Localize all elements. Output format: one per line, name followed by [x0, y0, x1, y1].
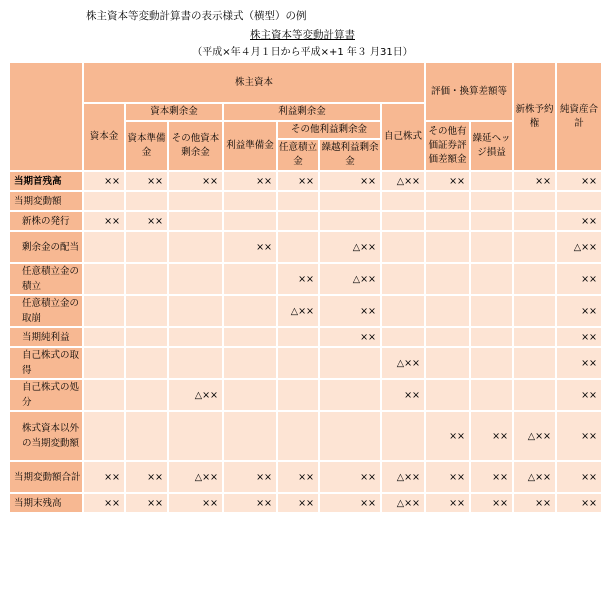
value-cell	[320, 212, 380, 230]
value-cell: ××	[320, 462, 380, 492]
value-cell	[278, 380, 318, 410]
value-cell: ××	[169, 172, 222, 190]
value-cell: ××	[169, 494, 222, 512]
value-cell: ××	[224, 462, 276, 492]
value-cell: ××	[278, 462, 318, 492]
header-capital-surplus: 資本剰余金	[126, 104, 222, 120]
value-cell	[126, 380, 167, 410]
value-cell	[320, 192, 380, 210]
value-cell: ××	[557, 296, 601, 326]
value-cell	[320, 412, 380, 460]
row-label: 任意積立金の積立	[10, 264, 82, 294]
value-cell	[426, 296, 469, 326]
value-cell	[84, 380, 124, 410]
value-cell	[169, 348, 222, 378]
value-cell	[514, 232, 555, 262]
value-cell: ××	[557, 462, 601, 492]
table-row	[10, 494, 601, 512]
row-label: 自己株式の取得	[10, 348, 82, 378]
value-cell	[278, 212, 318, 230]
value-cell	[320, 380, 380, 410]
value-cell	[382, 232, 424, 262]
value-cell	[278, 232, 318, 262]
row-label: 任意積立金の取崩	[10, 296, 82, 326]
value-cell: △××	[514, 412, 555, 460]
value-cell	[514, 212, 555, 230]
row-label: 剰余金の配当	[10, 232, 82, 262]
value-cell	[278, 412, 318, 460]
value-cell	[84, 328, 124, 346]
value-cell	[278, 348, 318, 378]
value-cell	[471, 172, 512, 190]
value-cell: ××	[471, 462, 512, 492]
value-cell: ××	[514, 494, 555, 512]
corner-cell	[10, 63, 82, 170]
value-cell	[278, 328, 318, 346]
table-body	[10, 172, 601, 512]
row-label: 当期変動額	[10, 192, 82, 210]
value-cell: ××	[471, 412, 512, 460]
value-cell	[126, 192, 167, 210]
value-cell: ××	[426, 172, 469, 190]
value-cell: △××	[382, 494, 424, 512]
header-securities-valuation: その他有価証券評価差額金	[426, 122, 469, 170]
value-cell	[126, 264, 167, 294]
value-cell	[471, 192, 512, 210]
value-cell	[514, 348, 555, 378]
value-cell: ××	[320, 296, 380, 326]
value-cell	[471, 328, 512, 346]
header-treasury-stock: 自己株式	[382, 104, 424, 170]
value-cell: ××	[278, 264, 318, 294]
value-cell	[471, 232, 512, 262]
value-cell	[320, 348, 380, 378]
header-subscription-rights: 新株予約権	[514, 63, 555, 170]
value-cell	[382, 328, 424, 346]
header-hedge: 繰延ヘッジ損益	[471, 122, 512, 170]
row-label: 当期末残高	[10, 494, 82, 512]
value-cell	[84, 192, 124, 210]
value-cell	[471, 348, 512, 378]
value-cell: ××	[320, 494, 380, 512]
value-cell	[169, 192, 222, 210]
value-cell: △××	[557, 232, 601, 262]
row-label: 自己株式の処分	[10, 380, 82, 410]
value-cell: ××	[126, 494, 167, 512]
value-cell: ××	[426, 462, 469, 492]
table-row	[10, 348, 601, 378]
value-cell	[224, 192, 276, 210]
value-cell	[126, 328, 167, 346]
value-cell: ××	[224, 494, 276, 512]
header-valuation: 評価・換算差額等	[426, 63, 512, 120]
value-cell: ××	[557, 380, 601, 410]
table-row	[10, 412, 601, 460]
value-cell	[471, 380, 512, 410]
header-legal-reserve: 利益準備金	[224, 122, 276, 170]
value-cell	[224, 212, 276, 230]
table-row	[10, 172, 601, 190]
value-cell	[84, 296, 124, 326]
value-cell: △××	[514, 462, 555, 492]
header-retained-earnings: 利益剰余金	[224, 104, 380, 120]
value-cell	[426, 380, 469, 410]
value-cell: ××	[84, 212, 124, 230]
value-cell: ××	[557, 412, 601, 460]
value-cell: ××	[426, 412, 469, 460]
table-row	[10, 380, 601, 410]
value-cell	[471, 296, 512, 326]
value-cell	[426, 348, 469, 378]
table-row	[10, 264, 601, 294]
value-cell: ××	[320, 172, 380, 190]
value-cell: △××	[320, 264, 380, 294]
value-cell	[514, 380, 555, 410]
value-cell	[426, 192, 469, 210]
row-label: 株式資本以外の当期変動額	[10, 412, 82, 460]
statement-title: 株主資本等変動計算書	[250, 29, 355, 41]
value-cell	[224, 296, 276, 326]
value-cell: △××	[382, 348, 424, 378]
value-cell	[169, 264, 222, 294]
value-cell: △××	[169, 380, 222, 410]
value-cell	[224, 348, 276, 378]
value-cell	[382, 412, 424, 460]
value-cell	[426, 264, 469, 294]
value-cell: ××	[126, 462, 167, 492]
row-label: 当期純利益	[10, 328, 82, 346]
value-cell	[426, 212, 469, 230]
value-cell	[471, 212, 512, 230]
value-cell	[126, 296, 167, 326]
statement-period: （平成×年４月１日から平成×+1 年３ 月31日）	[192, 47, 413, 58]
value-cell	[426, 232, 469, 262]
value-cell	[126, 232, 167, 262]
value-cell: ××	[557, 264, 601, 294]
row-label: 当期首残高	[10, 172, 82, 190]
caption: 株主資本等変動計算書の表示様式（横型）の例	[86, 10, 307, 22]
value-cell	[84, 232, 124, 262]
value-cell	[84, 412, 124, 460]
value-cell	[278, 192, 318, 210]
value-cell	[557, 192, 601, 210]
table-row	[10, 232, 601, 262]
value-cell	[169, 212, 222, 230]
value-cell: ××	[84, 462, 124, 492]
row-label: 新株の発行	[10, 212, 82, 230]
value-cell: ××	[224, 232, 276, 262]
value-cell: ××	[514, 172, 555, 190]
value-cell	[382, 212, 424, 230]
row-label: 当期変動額合計	[10, 462, 82, 492]
value-cell	[224, 412, 276, 460]
value-cell: ××	[557, 172, 601, 190]
value-cell	[224, 380, 276, 410]
header-net-assets: 純資産合計	[557, 63, 601, 170]
value-cell	[84, 264, 124, 294]
value-cell: ××	[84, 172, 124, 190]
value-cell: ××	[320, 328, 380, 346]
value-cell: ××	[426, 494, 469, 512]
header-other-retained: その他利益剰余金	[278, 122, 380, 138]
value-cell	[224, 328, 276, 346]
value-cell: ××	[471, 494, 512, 512]
value-cell: ××	[557, 212, 601, 230]
value-cell	[382, 296, 424, 326]
value-cell: △××	[278, 296, 318, 326]
table-row	[10, 462, 601, 492]
header-voluntary-reserve: 任意積立金	[278, 140, 318, 170]
value-cell	[169, 412, 222, 460]
value-cell: ××	[557, 494, 601, 512]
value-cell: ××	[382, 380, 424, 410]
value-cell	[426, 328, 469, 346]
value-cell	[126, 348, 167, 378]
value-cell	[126, 412, 167, 460]
value-cell: ××	[126, 172, 167, 190]
table-row	[10, 328, 601, 346]
table-row	[10, 192, 601, 210]
value-cell: ××	[557, 348, 601, 378]
header-capital: 資本金	[84, 104, 124, 170]
value-cell	[514, 328, 555, 346]
value-cell	[169, 232, 222, 262]
equity-statement-table	[8, 61, 603, 514]
value-cell: △××	[382, 462, 424, 492]
value-cell	[514, 192, 555, 210]
value-cell: ××	[224, 172, 276, 190]
value-cell	[224, 264, 276, 294]
value-cell	[84, 348, 124, 378]
value-cell	[382, 264, 424, 294]
value-cell: △××	[169, 462, 222, 492]
value-cell	[382, 192, 424, 210]
table-row	[10, 212, 601, 230]
value-cell: ××	[278, 494, 318, 512]
header-other-capital-surplus: その他資本剰余金	[169, 122, 222, 170]
value-cell	[471, 264, 512, 294]
value-cell	[514, 264, 555, 294]
value-cell	[169, 296, 222, 326]
value-cell	[514, 296, 555, 326]
header-retained-carryforward: 繰越利益剰余金	[320, 140, 380, 170]
header-capital-reserve: 資本準備金	[126, 122, 167, 170]
value-cell: ××	[557, 328, 601, 346]
value-cell: △××	[320, 232, 380, 262]
value-cell: ××	[278, 172, 318, 190]
header-shareholders-equity: 株主資本	[84, 63, 424, 102]
value-cell: ××	[126, 212, 167, 230]
table-row	[10, 296, 601, 326]
value-cell	[169, 328, 222, 346]
value-cell: △××	[382, 172, 424, 190]
value-cell: ××	[84, 494, 124, 512]
